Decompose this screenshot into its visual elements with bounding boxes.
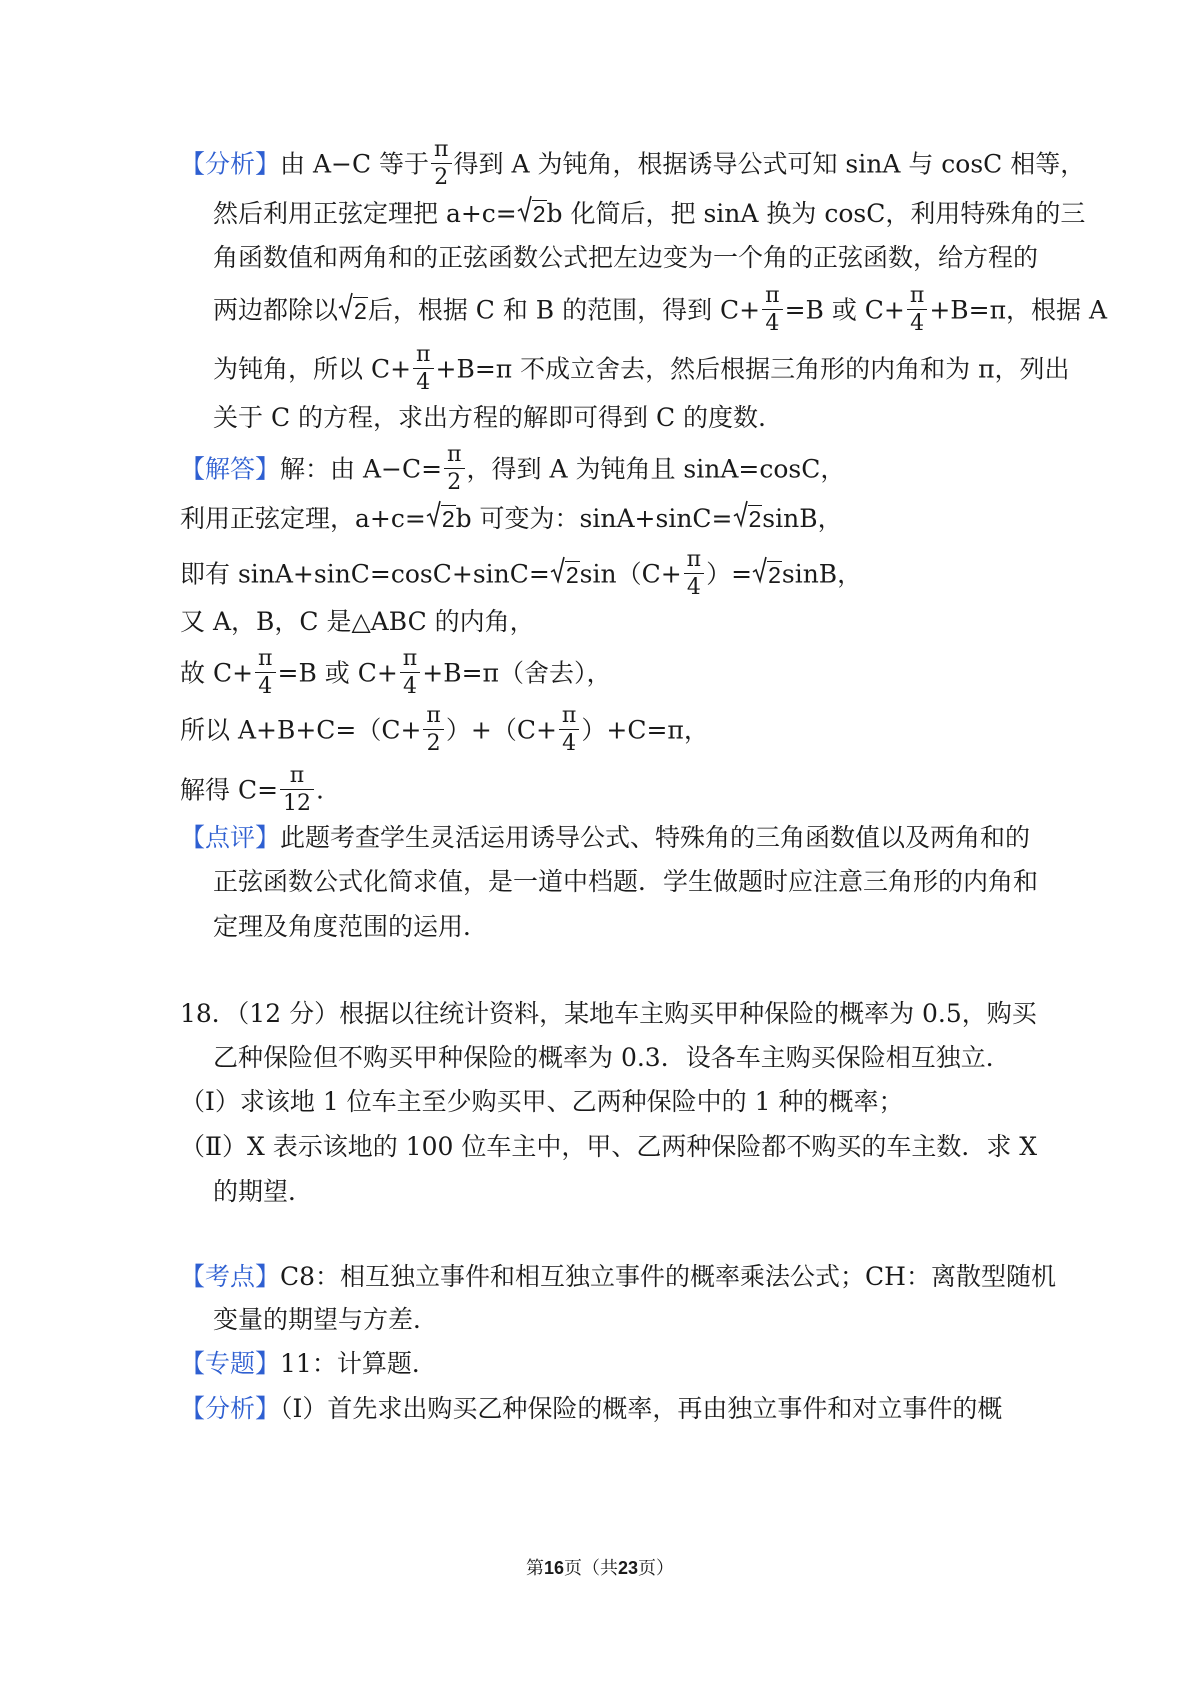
comment-line-3: 定理及角度范围的运用． [213,912,489,941]
text-span: ，得到 A 为钝角且 sinA=cosC， [466,454,846,484]
text-span: b 化简后，把 sinA 换为 cosC，利用特殊角的三 [546,199,1086,228]
page-number: 16 [543,1558,564,1578]
analysis-tag: 【分析】 [180,149,281,179]
text-span: b 可变为：sinA+sinC= [455,504,733,533]
fraction-pi-over-4: $\frac{\pi}{4}$ [907,285,927,335]
fraction-pi-over-12: $\frac{\pi}{12}$ [280,765,314,815]
comment-tag: 【点评】 [180,823,281,852]
problem18-line-2: 乙种保险但不购买甲种保险的概率为 0.3．设各车主购买保险相互独立． [213,1043,1011,1072]
fraction-pi-over-2: $\frac{\pi}{2}$ [423,705,443,755]
sqrt-two: 2 [752,558,782,592]
fenxi-tag: 【分析】 [180,1394,281,1423]
problem18-part-2: （Ⅱ）X 表示该地的 100 位车主中，甲、乙两种保险都不购买的车主数．求 X [180,1132,1038,1161]
text-span: +B=π 不成立舍去，然后根据三角形的内角和为 π，列出 [435,354,1070,384]
footer-text: 第 [525,1558,544,1579]
footer-text: 页） [638,1558,675,1579]
fraction-pi-over-2: $\frac{\pi}{2}$ [444,444,464,494]
text-span: 得到 A 为钝角，根据诱导公式可知 sinA 与 cosC 相等， [453,149,1086,179]
text-span: C8：相互独立事件和相互独立事件的概率乘法公式；CH：离散型随机 [280,1262,1056,1291]
analysis-line-4 [213,283,1108,337]
text-span: 由 A−C 等于 [280,149,430,179]
text-span: （Ⅰ）首先求出购买乙种保险的概率，再由独立事件和对立事件的概 [280,1394,1003,1423]
text-span: sinB， [781,559,863,589]
text-span: 此题考查学生灵活运用诱导公式、特殊角的三角函数值以及两角和的 [280,823,1031,852]
kaodian-line-2: 变量的期望与方差． [213,1305,439,1334]
sqrt-two: 2 [426,502,456,536]
fraction-pi-over-2: $\frac{\pi}{2}$ [431,139,451,189]
total-pages: 23 [618,1558,639,1578]
text-span: 11：计算题． [280,1349,437,1378]
answer-line-5 [180,646,1040,700]
fraction-pi-over-4: $\frac{\pi}{4}$ [684,549,704,599]
analysis-line-5 [213,342,1073,396]
problem18-part-2-cont: 的期望． [213,1177,314,1206]
answer-line-6 [180,703,1040,757]
zhuanti-line [180,1347,1040,1381]
text-span: 所以 A+B+C=（C+ [180,715,422,745]
fraction-pi-over-4: $\frac{\pi}{4}$ [400,648,420,698]
answer-line-3 [180,547,1040,601]
zhuanti-tag: 【专题】 [180,1349,281,1378]
analysis-line-6: 关于 C 的方程，求出方程的解即可得到 C 的度数. [213,403,766,432]
answer-line-7 [180,763,1040,817]
sqrt-two: 2 [550,558,580,592]
analysis-line-1 [180,137,1086,191]
text-span: 即有 sinA+sinC=cosC+sinC= [180,559,550,589]
problem18-part-1: （Ⅰ）求该地 1 位车主至少购买甲、乙两种保险中的 1 种的概率； [180,1087,904,1116]
comment-line-2: 正弦函数公式化简求值，是一道中档题．学生做题时应注意三角形的内角和 [213,867,1039,896]
sqrt-two: 2 [517,197,547,231]
text-span: sinB， [762,504,843,533]
text-span: ）= [706,559,753,589]
fraction-pi-over-4: $\frac{\pi}{4}$ [413,344,433,394]
fenxi-line [180,1392,1040,1426]
text-span: 解得 C= [180,775,279,805]
sqrt-two: 2 [733,502,763,536]
text-span: 为钝角，所以 C+ [213,354,412,384]
text-span: ）+（C+ [445,715,557,745]
text-span: sin（C+ [579,559,682,589]
text-span: 解：由 A−C= [280,454,443,484]
text-span: =B 或 C+ [277,658,398,688]
text-span: 然后利用正弦定理把 a+c= [213,199,517,228]
problem18-line-1: 18．（12 分）根据以往统计资料，某地车主购买甲种保险的概率为 0.5，购买 [180,999,1037,1028]
fraction-pi-over-4: $\frac{\pi}{4}$ [255,648,275,698]
text-span: 后，根据 C 和 B 的范围，得到 C+ [367,295,761,325]
fraction-pi-over-4: $\frac{\pi}{4}$ [762,285,782,335]
text-span: 两边都除以 [213,295,339,325]
answer-line-1 [180,442,1040,496]
answer-line-2 [180,502,1040,536]
text-span: +B=π，根据 A [929,295,1108,325]
text-span: 故 C+ [180,658,254,688]
kaodian-tag: 【考点】 [180,1262,281,1291]
analysis-line-2 [213,197,1086,231]
text-span: 利用正弦定理，a+c= [180,504,426,533]
fraction-pi-over-4: $\frac{\pi}{4}$ [559,705,579,755]
page-footer [0,1556,1200,1581]
text-span: =B 或 C+ [784,295,905,325]
kaodian-line-1 [180,1260,1056,1294]
text-span: . [316,775,324,805]
answer-tag: 【解答】 [180,454,281,484]
comment-line-1 [180,821,1040,855]
text-span: +B=π（舍去）， [422,658,612,688]
text-span: ）+C=π， [581,715,709,745]
analysis-line-3: 角函数值和两角和的正弦函数公式把左边变为一个角的正弦函数，给方程的 [213,243,1039,272]
sqrt-two: 2 [338,294,368,328]
footer-text: 页（共 [564,1558,618,1579]
answer-line-4: 又 A，B，C 是△ABC 的内角， [180,607,535,636]
